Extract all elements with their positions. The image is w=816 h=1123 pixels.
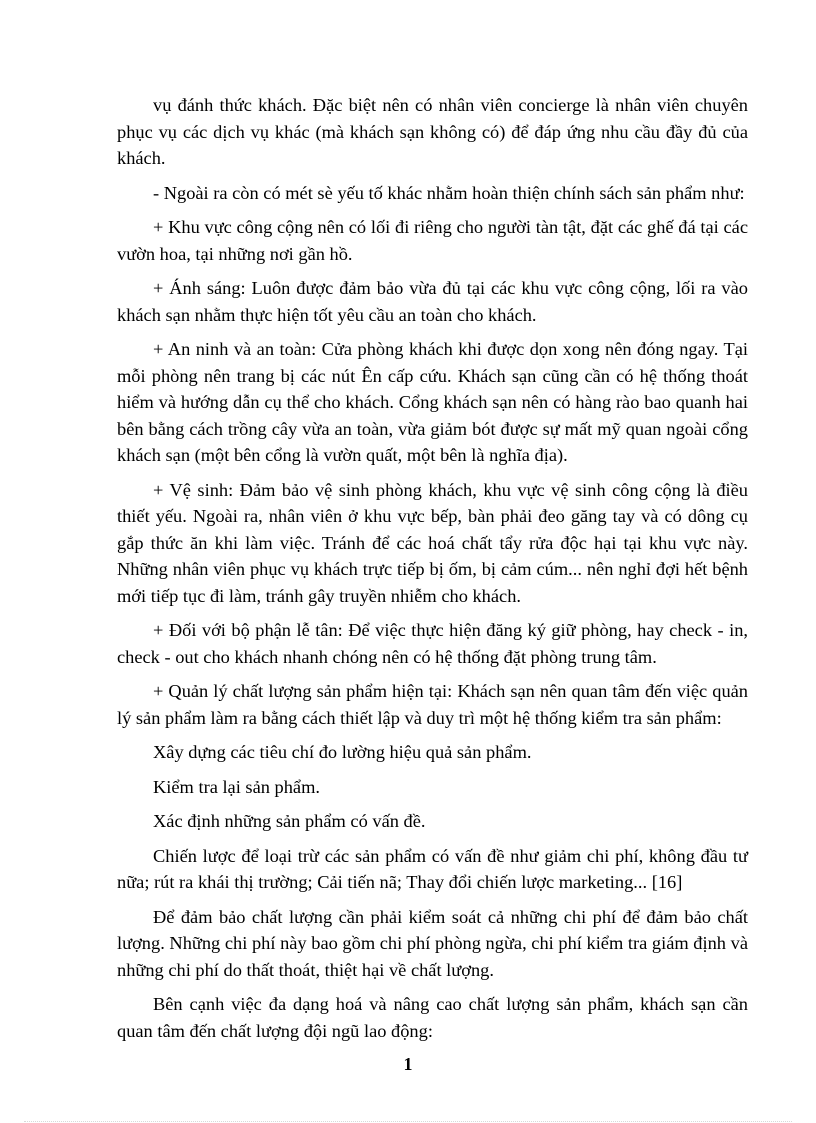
paragraph-lighting: + Ánh sáng: Luôn được đảm bảo vừa đủ tại các khu vực công cộng, lối ra vào khách sạn nhằm thực hiện tốt yêu cầu an toàn cho khách. [117, 278, 748, 325]
paragraph-workforce: Bên cạnh việc đa dạng hoá và nâng cao chất lượng sản phẩm, khách sạn cần quan tâm đến chất lượng đội ngũ lao động: [117, 994, 748, 1041]
list-item-identify: Xác định những sản phẩm có vấn đề. [153, 811, 426, 831]
paragraph-security-safety: + An ninh và an toàn: Cửa phòng khách khi được dọn xong nên đóng ngay. Tại mỗi phòng nên trang bị các nút Ên cấp cứu. Khách sạn cũng cần có hệ thống thoát hiểm và hướng dẫn cụ thể cho khách. Cổng khách sạn nên có hàng rào bao quanh hai bên bằng cách trồng cây vừa an toàn, vừa giảm bót được sự mất mỹ quan ngoài cổng khách sạn (một bên cổng là vườn quất, một bên là nghĩa địa). [117, 339, 748, 465]
paragraph-hygiene: + Vệ sinh: Đảm bảo vệ sinh phòng khách, khu vực vệ sinh công cộng là điều thiết yếu. Ngoài ra, nhân viên ở khu vực bếp, bàn phải đeo găng tay và có dông cụ gắp thức ăn khi làm việc. Tránh để các hoá chất tẩy rửa độc hại tại khu vực này. Những nhân viên phục vụ khách trực tiếp bị ốm, bị cảm cúm... nên nghỉ đợi hết bệnh mới tiếp tục đi làm, tránh gây truyền nhiễm cho khách. [117, 479, 748, 606]
paragraph-other-factors: - Ngoài ra còn có mét sè yếu tố khác nhằm hoàn thiện chính sách sản phẩm như: [153, 182, 745, 203]
paragraph-quality-management: + Quản lý chất lượng sản phẩm hiện tại: Khách sạn nên quan tâm đến việc quản lý sản phẩm làm ra bằng cách thiết lập và duy trì một hệ thống kiểm tra sản phẩm: [117, 681, 748, 728]
paragraph-strategy: Chiến lược để loại trừ các sản phẩm có vấn đề như giảm chi phí, không đầu tư nữa; rút ra khái thị trường; Cải tiến nã; Thay đổi chiến lược marketing... [16] [117, 845, 748, 892]
list-item-criteria: Xây dựng các tiêu chí đo lường hiệu quả sản phẩm. [153, 742, 532, 762]
list-item-recheck: Kiểm tra lại sản phẩm. [153, 776, 320, 797]
paragraph-reception: + Đối với bộ phận lễ tân: Để việc thực hiện đăng ký giữ phòng, hay check - in, check - out cho khách nhanh chóng nên có hệ thống đặt phòng trung tâm. [117, 620, 748, 667]
page-number: 1 [403, 1054, 413, 1074]
paragraph-public-area: + Khu vực công cộng nên có lối đi riêng cho người tàn tật, đặt các ghế đá tại các vườn hoa, tại những nơi gần hồ. [117, 217, 748, 264]
page-bottom-divider [24, 1121, 792, 1122]
page-body [117, 92, 748, 1052]
paragraph-quality-costs: Để đảm bảo chất lượng cần phải kiểm soát cả những chi phí để đảm bảo chất lượng. Những chi phí này bao gồm chi phí phòng ngừa, chi phí kiểm tra giám định và những chi phí do thất thoát, thiệt hại về chất lượng. [117, 906, 748, 980]
paragraph-concierge: vụ đánh thức khách. Đặc biệt nên có nhân viên concierge là nhân viên chuyên phục vụ các dịch vụ khác (mà khách sạn không có) để đáp ứng nhu cầu đầy đủ của khách. [117, 95, 748, 168]
